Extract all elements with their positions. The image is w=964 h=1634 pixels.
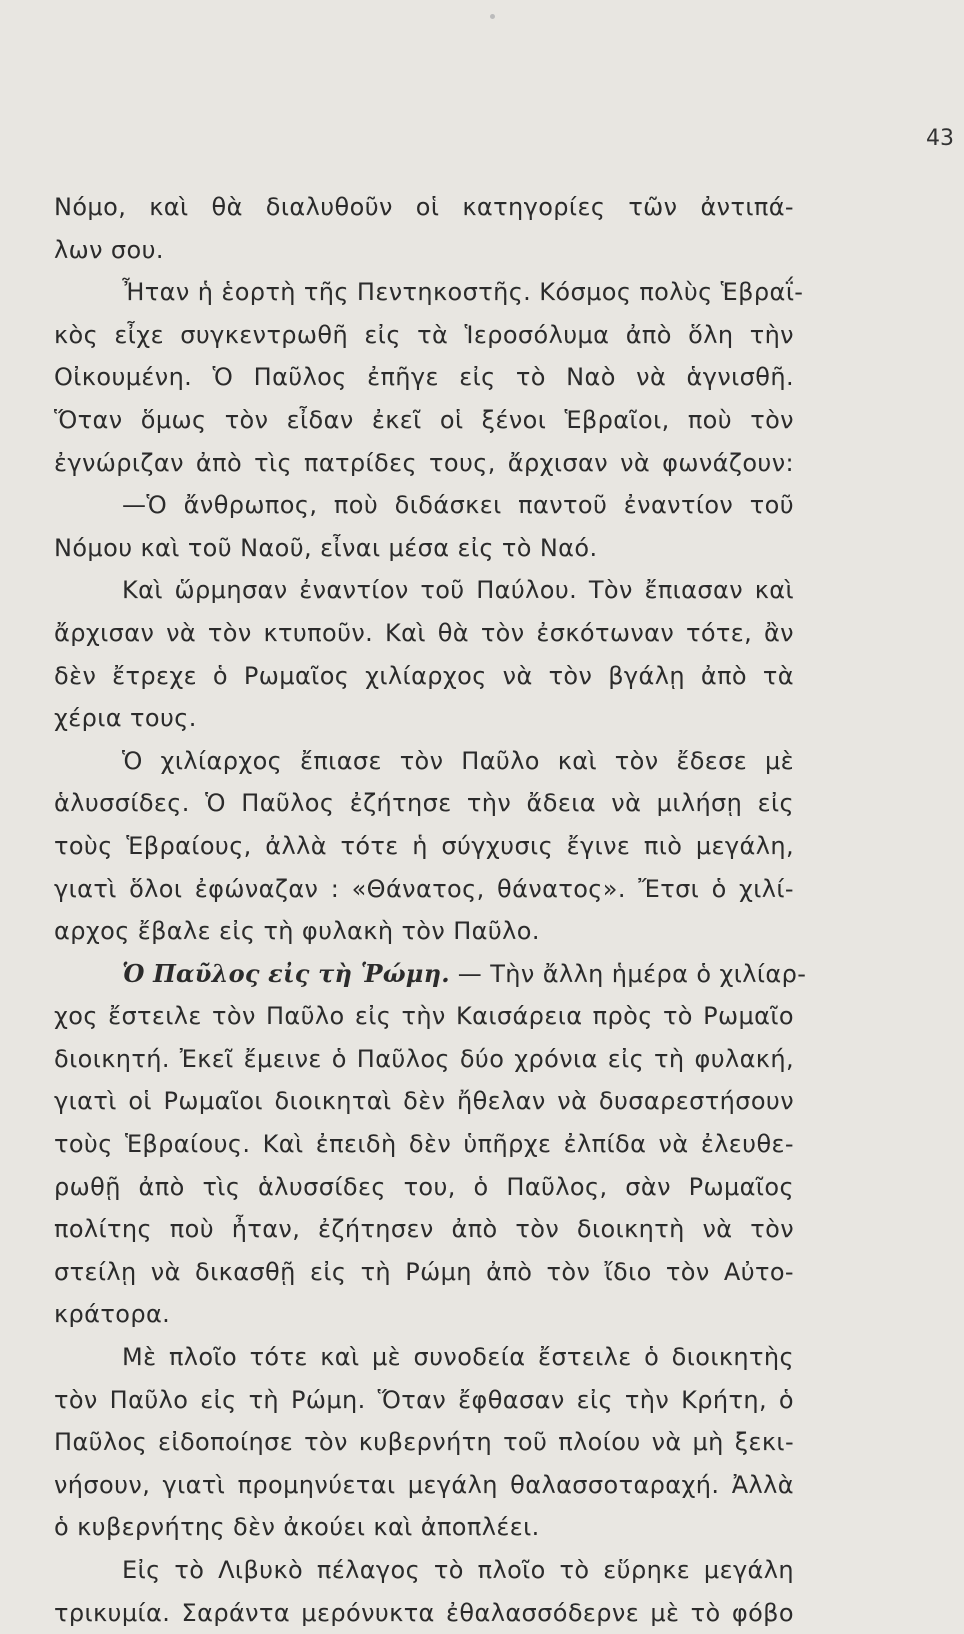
text-line — [54, 1038, 794, 1081]
text-line — [54, 1506, 794, 1549]
line-text: κὸς εἶχε συγκεντρωθῆ εἰς τὰ Ἱεροσόλυμα ἀπὸ ὅλη τὴν — [54, 320, 794, 349]
line-text: τοὺς Ἑβραίους, ἀλλὰ τότε ἡ σύγχυσις ἔγινε πιὸ μεγάλη, — [54, 831, 794, 860]
text-line — [54, 399, 794, 442]
line-text: ἄρχισαν νὰ τὸν κτυποῦν. Καὶ θὰ τὸν ἐσκότωναν τότε, ἂν — [54, 618, 794, 647]
line-text: κράτορα. — [54, 1300, 171, 1329]
line-text: τοὺς Ἑβραίους. Καὶ ἐπειδὴ δὲν ὑπῆρχε ἐλπίδα νὰ ἐλευθε- — [54, 1130, 794, 1159]
text-line — [54, 995, 794, 1038]
line-text: Μὲ πλοῖο τότε καὶ μὲ συνοδεία ἔστειλε ὁ διοικητὴς — [122, 1343, 794, 1372]
text-line — [54, 612, 794, 655]
text-line — [54, 1421, 794, 1464]
line-text: ἐγνώριζαν ἀπὸ τὶς πατρίδες τους, ἄρχισαν νὰ φωνάζουν: — [54, 448, 794, 477]
text-line — [54, 825, 794, 868]
line-text: Οἰκουμένη. Ὁ Παῦλος ἐπῆγε εἰς τὸ Ναὸ νὰ ἁγνισθῆ. — [54, 363, 794, 392]
line-text: ὁ κυβερνήτης δὲν ἀκούει καὶ ἀποπλέει. — [54, 1513, 540, 1542]
text-line — [54, 1336, 794, 1379]
text-line — [54, 484, 794, 527]
line-text: Νόμο, καὶ θὰ διαλυθοῦν οἱ κατηγορίες τῶν ἀντιπά- — [54, 193, 794, 221]
text-line — [54, 1293, 794, 1336]
line-text: νήσουν, γιατὶ προμηνύεται μεγάλη θαλασσοταραχή. Ἀλλὰ — [54, 1470, 794, 1499]
text-line — [54, 740, 794, 783]
text-line — [54, 910, 794, 953]
line-text: Εἰς τὸ Λιβυκὸ πέλαγος τὸ πλοῖο τὸ εὕρηκε μεγάλη — [122, 1556, 794, 1584]
text-line — [54, 569, 794, 612]
text-line — [54, 1166, 794, 1209]
line-text: πολίτης ποὺ ἦταν, ἐζήτησεν ἀπὸ τὸν διοικητὴ νὰ τὸν — [54, 1215, 794, 1244]
line-text: χέρια τους. — [54, 704, 197, 733]
line-text: Ὅταν ὅμως τὸν εἶδαν ἐκεῖ οἱ ξένοι Ἑβραῖοι, ποὺ τὸν — [54, 405, 794, 434]
line-text: — Τὴν ἄλλη ἡμέρα ὁ χιλίαρ- — [449, 959, 807, 988]
line-text: διοικητή. Ἐκεῖ ἔμεινε ὁ Παῦλος δύο χρόνια εἰς τὴ φυλακή, — [54, 1044, 794, 1073]
text-line — [54, 1208, 794, 1251]
text-line — [54, 655, 794, 698]
line-text: δὲν ἔτρεχε ὁ Ρωμαῖος χιλίαρχος νὰ τὸν βγάλῃ ἀπὸ τὰ — [54, 661, 794, 690]
line-text: Νόμου καὶ τοῦ Ναοῦ, εἶναι μέσα εἰς τὸ Ναό. — [54, 533, 598, 562]
section-heading: Ὁ Παῦλος εἰς τὴ Ῥώμη. — [122, 958, 450, 988]
text-line — [54, 953, 807, 996]
line-text: Παῦλος εἰδοποίησε τὸν κυβερνήτη τοῦ πλοίου νὰ μὴ ξεκι- — [54, 1428, 794, 1457]
line-text: χος ἔστειλε τὸν Παῦλο εἰς τὴν Καισάρεια πρὸς τὸ Ρωμαῖο — [54, 1002, 794, 1031]
text-line — [54, 1080, 794, 1123]
text-line — [54, 1251, 794, 1294]
line-text: γιατὶ ὅλοι ἐφώναζαν : «Θάνατος, θάνατος». Ἔτσι ὁ χιλί- — [54, 874, 794, 903]
text-line — [54, 1549, 794, 1592]
line-text: στείλῃ νὰ δικασθῇ εἰς τὴ Ρώμη ἀπὸ τὸν ἴδιο τὸν Αὐτο- — [54, 1257, 794, 1286]
body-text — [54, 186, 807, 1634]
text-line — [54, 782, 794, 825]
line-text: ἁλυσσίδες. Ὁ Παῦλος ἐζήτησε τὴν ἄδεια νὰ μιλήσῃ εἰς — [54, 789, 794, 818]
text-line — [54, 1464, 794, 1507]
line-text: ρωθῇ ἀπὸ τὶς ἁλυσσίδες του, ὁ Παῦλος, σὰν Ρωμαῖος — [54, 1172, 794, 1201]
line-text: Καὶ ὥρμησαν ἐναντίον τοῦ Παύλου. Τὸν ἔπιασαν καὶ — [122, 576, 794, 605]
text-line — [54, 271, 804, 314]
paper-speck — [490, 14, 495, 19]
text-line — [54, 356, 794, 399]
text-line — [54, 442, 794, 485]
text-line — [54, 1379, 794, 1422]
line-text: Ὁ χιλίαρχος ἔπιασε τὸν Παῦλο καὶ τὸν ἔδεσε μὲ — [122, 746, 794, 775]
line-text: γιατὶ οἱ Ρωμαῖοι διοικηταὶ δὲν ἤθελαν νὰ δυσαρεστήσουν — [54, 1087, 794, 1116]
text-line — [54, 697, 794, 740]
line-text: λων σου. — [54, 235, 164, 264]
text-line — [54, 527, 794, 570]
text-line — [54, 229, 794, 272]
text-line — [54, 1592, 794, 1634]
text-line — [54, 186, 794, 229]
text-line — [54, 1123, 794, 1166]
page-number: 43 — [926, 126, 954, 151]
line-text: τὸν Παῦλο εἰς τὴ Ρώμη. Ὅταν ἔφθασαν εἰς τὴν Κρήτη, ὁ — [54, 1385, 794, 1414]
text-line — [54, 314, 794, 357]
line-text: —Ὁ ἄνθρωπος, ποὺ διδάσκει παντοῦ ἐναντίον τοῦ — [122, 491, 794, 520]
line-text: τρικυμία. Σαράντα μερόνυκτα ἐθαλασσόδερνε μὲ τὸ φόβο — [54, 1598, 794, 1627]
line-text: Ἦταν ἡ ἑορτὴ τῆς Πεντηκοστῆς. Κόσμος πολὺς Ἑβραΐ- — [122, 278, 804, 307]
text-line — [54, 868, 794, 911]
line-text: αρχος ἔβαλε εἰς τὴ φυλακὴ τὸν Παῦλο. — [54, 917, 540, 946]
